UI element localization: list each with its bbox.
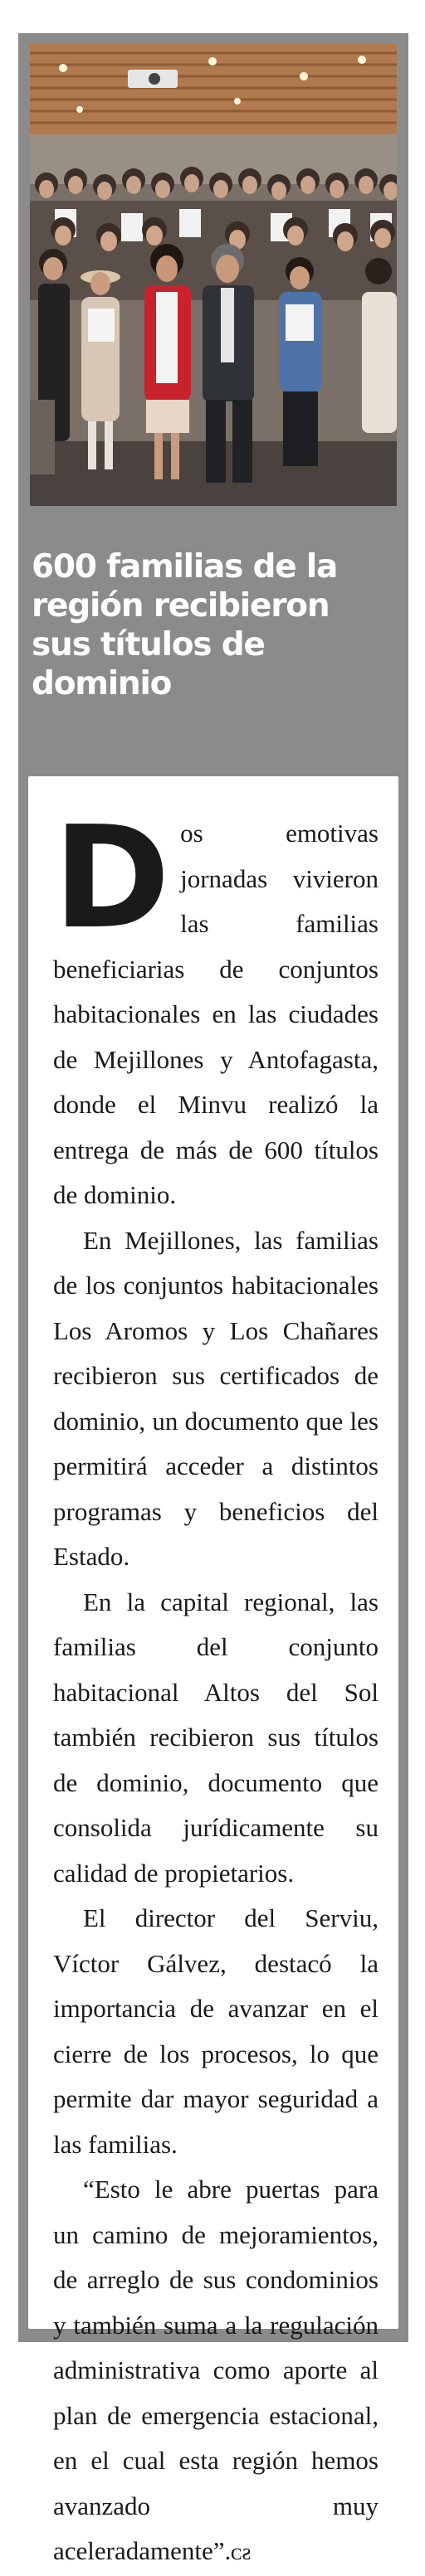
paragraph-5 bbox=[53, 2167, 379, 2576]
end-mark-icon: ᴄƨ bbox=[231, 2540, 252, 2565]
article-body bbox=[28, 776, 398, 2565]
paragraph-1 bbox=[53, 796, 379, 1218]
headline: 600 familias de la región recibieron sus títulos de dominio bbox=[32, 548, 338, 702]
group-photo-illustration bbox=[30, 43, 397, 506]
article-photo bbox=[30, 43, 397, 506]
paragraph-2: En Mejillones, las familias de los conjuntos habitacionales Los Aromos y Los Chañares recibieron sus certificados de dominio, un documento que les permitirá acceder a distintos programas y beneficios del Estado. bbox=[53, 1225, 379, 1571]
paragraph-4: El director del Serviu, Víctor Gálvez, destacó la importancia de avanzar en el cierre de los procesos, lo que permite dar mayor seguridad a las familias. bbox=[53, 1903, 379, 2159]
paragraph-1-text: os emotivas jornadas vivieron las familias beneficiarias de conjuntos habitacionales en las ciudades de Mejillones y Antofagasta, donde el Minvu realizó la entrega de más de 600 títulos de dominio. bbox=[53, 819, 379, 1209]
paragraph-3: En la capital regional, las familias del conjunto habitacional Altos del Sol también recibieron sus títulos de dominio, documento que consolida jurídicamente su calidad de propietarios. bbox=[53, 1587, 379, 1888]
article-card bbox=[18, 33, 408, 2565]
paragraph-5-text: “Esto le abre puertas para un camino de mejoramientos, de arreglo de sus condominios y también suma a la regulación administrativa como aporte al plan de emergencia estacional, en el cual esta región hemos avanzado muy aceleradamente”. bbox=[53, 2175, 379, 2565]
drop-cap: D bbox=[53, 796, 171, 960]
article-text bbox=[53, 796, 379, 2576]
